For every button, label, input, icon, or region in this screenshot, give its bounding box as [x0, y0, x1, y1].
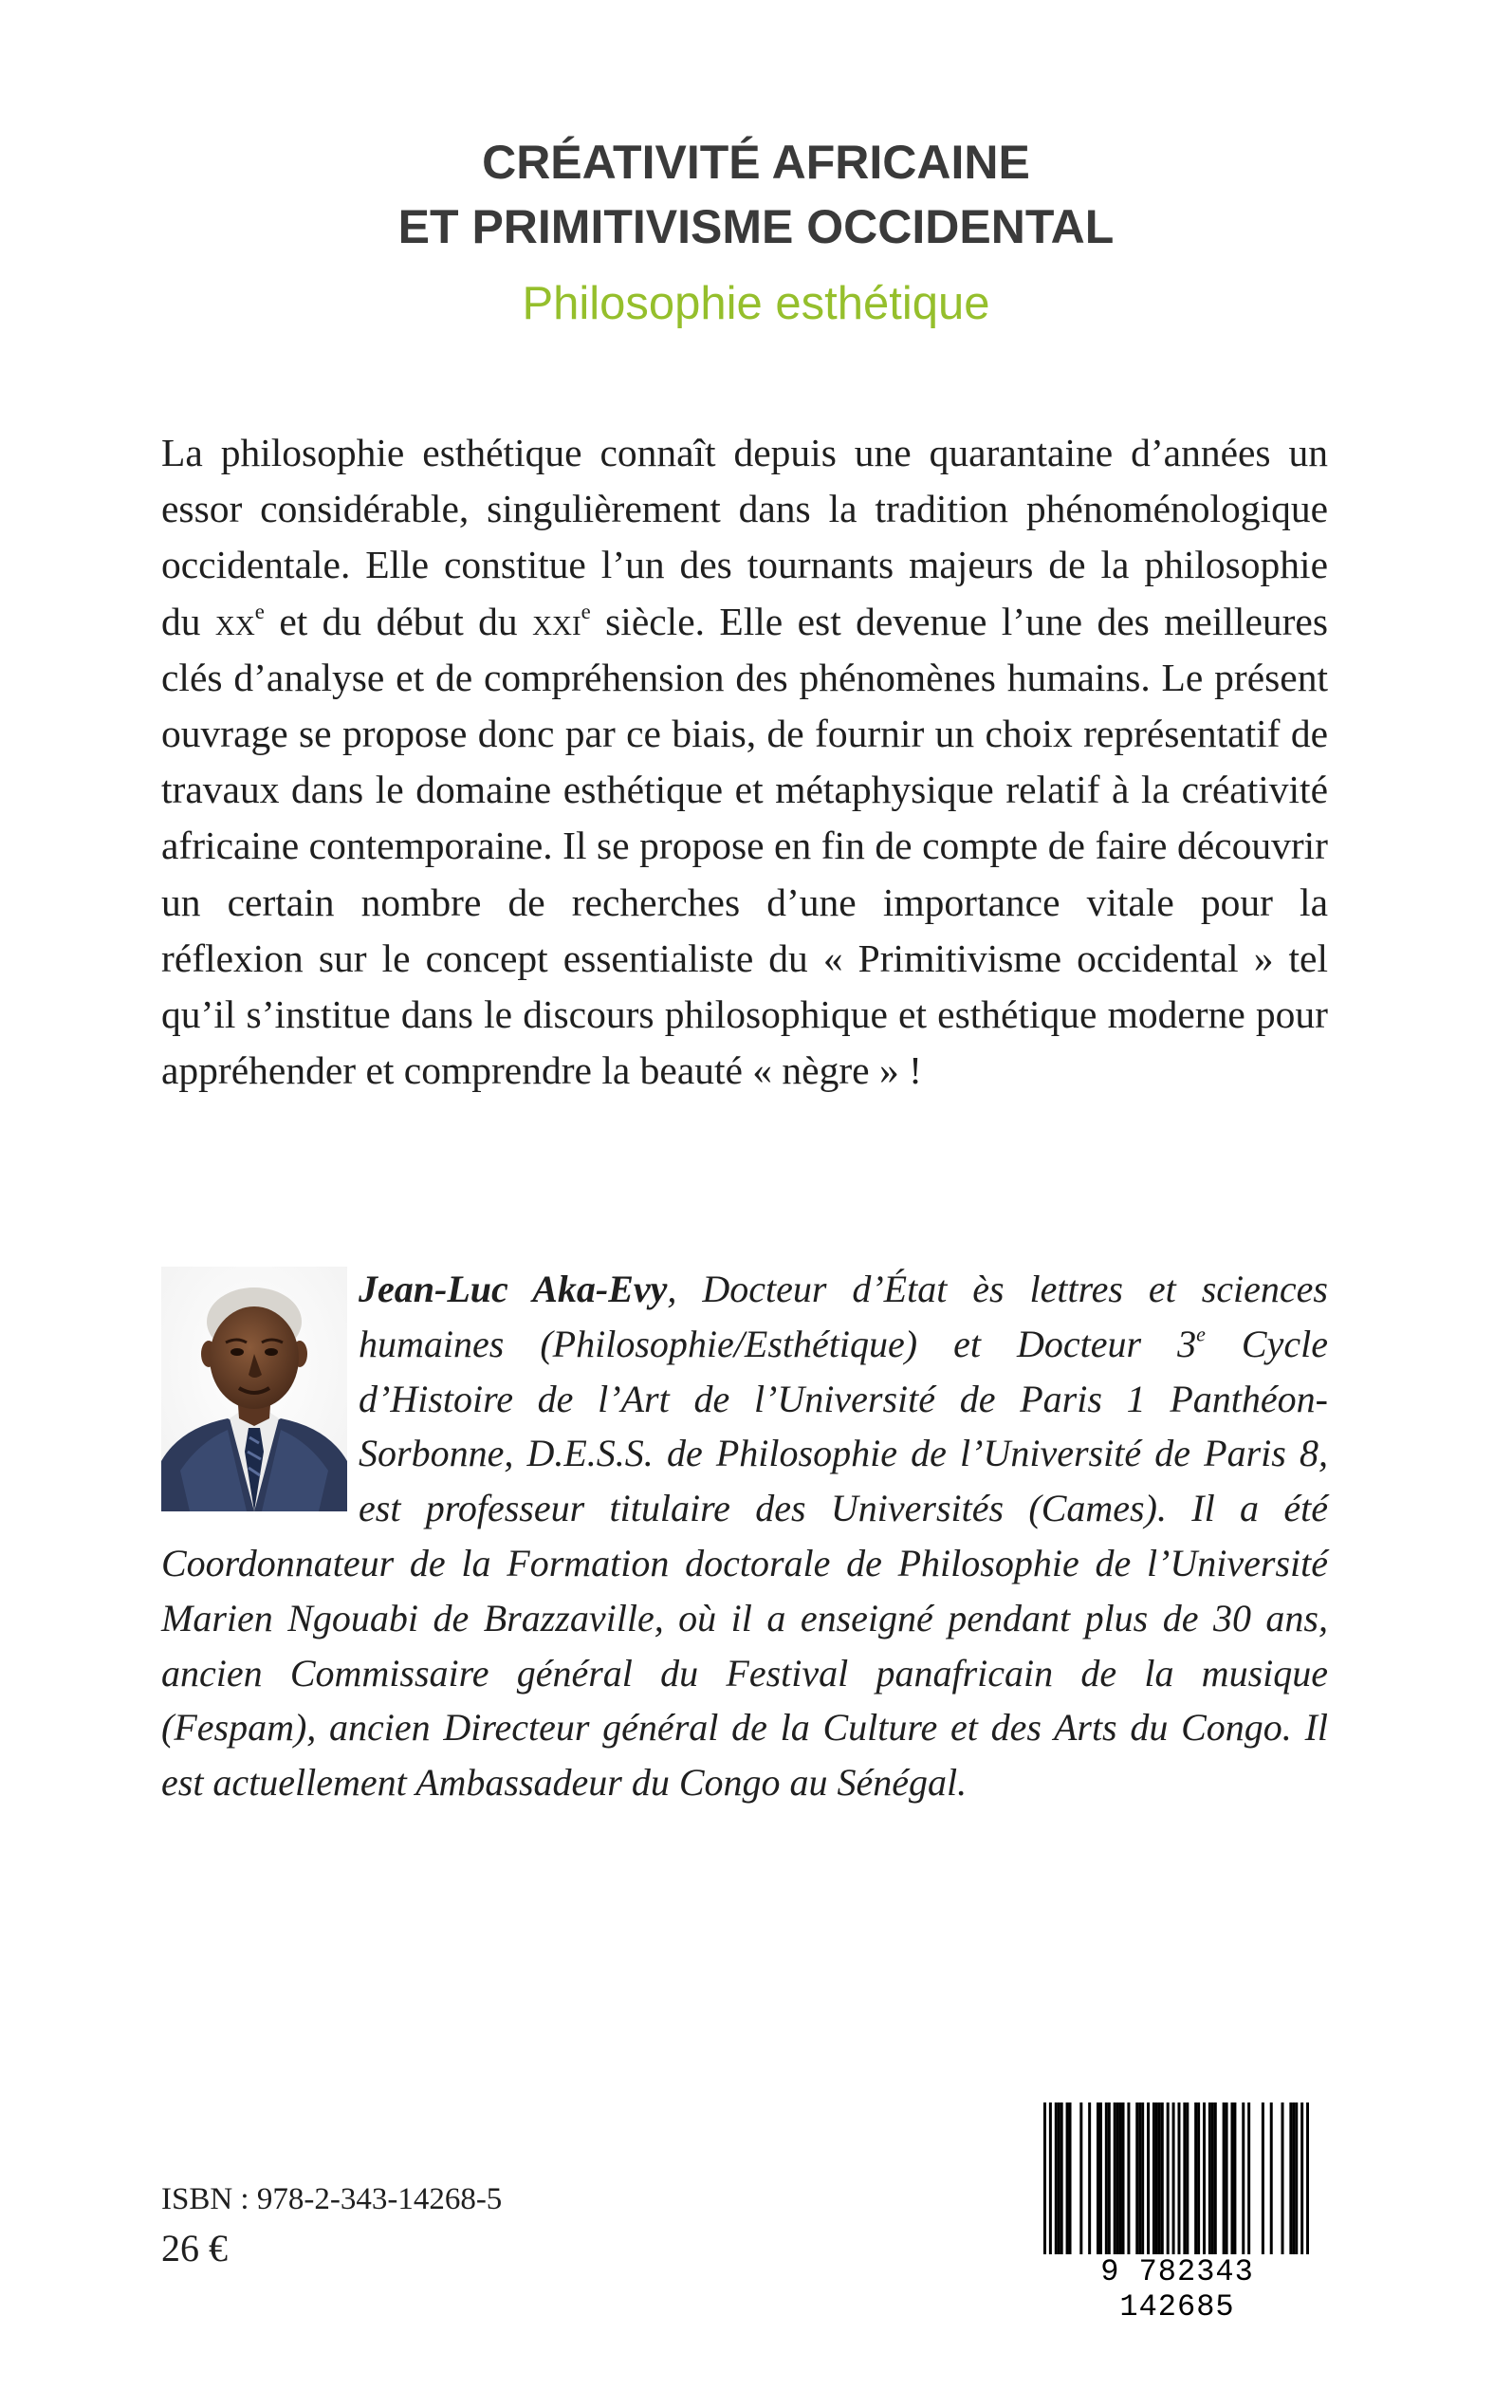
barcode-bar: [1097, 2102, 1099, 2254]
barcode-bar: [1186, 2102, 1189, 2254]
blurb-text-3: siècle. Elle est devenue l’une des meilleures clés d’analyse et de compréhension des phénomènes humains. Le présent ouvrage se propose donc par ce biais, de fournir un choix représentatif de travaux dans le domaine esthétique et métaphysique relatif à la créativité africaine contemporaine. Il se propose en fin de compte de faire découvrir un certain nombre de recherches d’une importance vitale pour la réflexion sur le concept essentialiste du « Primitivisme occidental » tel qu’il s’institue dans le discours philosophique et esthétique moderne pour appréhender et comprendre la beauté « nègre » !: [161, 599, 1329, 1093]
barcode-bar: [1049, 2102, 1052, 2254]
barcode-bar: [1066, 2102, 1069, 2254]
barcode-bar: [1270, 2102, 1273, 2254]
barcode-bar: [1172, 2102, 1175, 2254]
barcode-bar: [1282, 2102, 1284, 2254]
barcode-bar: [1114, 2102, 1116, 2254]
barcode-bar: [1152, 2102, 1155, 2254]
barcode-bar: [1233, 2102, 1236, 2254]
barcode-bar: [1306, 2102, 1309, 2254]
barcode-bar: [1161, 2102, 1164, 2254]
barcode-bar: [1211, 2102, 1214, 2254]
barcode-bar: [1208, 2102, 1211, 2254]
barcode-bar: [1155, 2102, 1158, 2254]
superscript-e: e: [581, 599, 591, 623]
barcode-bar: [1058, 2102, 1060, 2254]
barcode-bar: [1167, 2102, 1170, 2254]
barcode-bar: [1230, 2102, 1233, 2254]
isbn-barcode: [1034, 2095, 1320, 2325]
barcode-bar: [1138, 2102, 1141, 2254]
barcode-bars: [1043, 2102, 1309, 2254]
barcode-bar: [1177, 2102, 1180, 2254]
barcode-bar: [1122, 2102, 1125, 2254]
author-biography: [161, 1262, 1328, 1810]
superscript-e: e: [1196, 1322, 1206, 1346]
barcode-bar: [1242, 2102, 1245, 2254]
barcode-bar: [1223, 2102, 1226, 2254]
barcode-bar: [1226, 2102, 1228, 2254]
barcode-bar: [1295, 2102, 1298, 2254]
barcode-bar: [1043, 2102, 1046, 2254]
price: 26 €: [161, 2227, 228, 2269]
book-blurb: [161, 425, 1328, 1099]
barcode-bar: [1300, 2102, 1303, 2254]
barcode-bar: [1203, 2102, 1206, 2254]
barcode-bar: [1069, 2102, 1072, 2254]
barcode-bar: [1194, 2102, 1197, 2254]
barcode-bar: [1108, 2102, 1111, 2254]
barcode-bar: [1099, 2102, 1102, 2254]
barcode-bar: [1214, 2102, 1217, 2254]
barcode-bar: [1119, 2102, 1122, 2254]
barcode-bar: [1262, 2102, 1264, 2254]
barcode-bar: [1141, 2102, 1144, 2254]
book-subtitle: Philosophie esthétique: [522, 278, 990, 329]
barcode-bar: [1055, 2102, 1058, 2254]
barcode-bar: [1183, 2102, 1186, 2254]
book-title-line-1: CRÉATIVITÉ AFRICAINE: [482, 136, 1030, 189]
barcode-bar: [1127, 2102, 1130, 2254]
bio-text-2: Cycle d’Histoire de l’Art de l’Université de Paris 1 Panthéon-Sorbonne, D.E.S.S. de Philosophie de l’Université de Paris 8, est professeur titulaire des Universités (Cames). Il a été Coordonnateur de la Formation doctorale de Philosophie de l’Université Marien Ngouabi de Brazzaville, où il a enseigné pendant plus de 30 ans, ancien Commissaire général du Festival panafricain de la musique (Fespam), ancien Directeur général de la Culture et des Arts du Congo. Il est actuellement Ambassadeur du Congo au Sénégal.: [161, 1322, 1328, 1805]
author-name: Jean-Luc Aka-Evy: [359, 1268, 668, 1310]
barcode-bar: [1105, 2102, 1108, 2254]
barcode-bar: [1135, 2102, 1138, 2254]
barcode-bar: [1292, 2102, 1295, 2254]
barcode-bar: [1060, 2102, 1063, 2254]
bio-text-1: , Docteur d’État ès lettres et sciences humaines (Philosophie/Esthétique) et Docteur 3: [359, 1268, 1328, 1365]
barcode-bar: [1158, 2102, 1161, 2254]
blurb-text-1: La philosophie esthétique connaît depuis une quarantaine d’années un essor considérable, singulièrement dans la tradition phénoménologique occidentale. Elle constitue l’un des tournants majeurs de la philosophie du: [161, 431, 1328, 643]
barcode-bar: [1247, 2102, 1250, 2254]
superscript-e: e: [254, 599, 265, 623]
barcode-bar: [1116, 2102, 1119, 2254]
blurb-text-2: et du début du: [264, 599, 533, 643]
barcode-bar: [1147, 2102, 1150, 2254]
isbn-number: ISBN : 978-2-343-14268-5: [161, 2182, 503, 2216]
century-xxi: xxi: [532, 599, 581, 643]
photo-spacer: [161, 1262, 359, 1535]
barcode-bar: [1197, 2102, 1200, 2254]
century-xx: xx: [214, 599, 255, 643]
book-title-line-2: ET PRIMITIVISME OCCIDENTAL: [397, 200, 1115, 253]
barcode-bar: [1088, 2102, 1091, 2254]
barcode-bar: [1289, 2102, 1292, 2254]
barcode-digits: 9 782343 142685: [1100, 2254, 1254, 2325]
barcode-bar: [1079, 2102, 1082, 2254]
